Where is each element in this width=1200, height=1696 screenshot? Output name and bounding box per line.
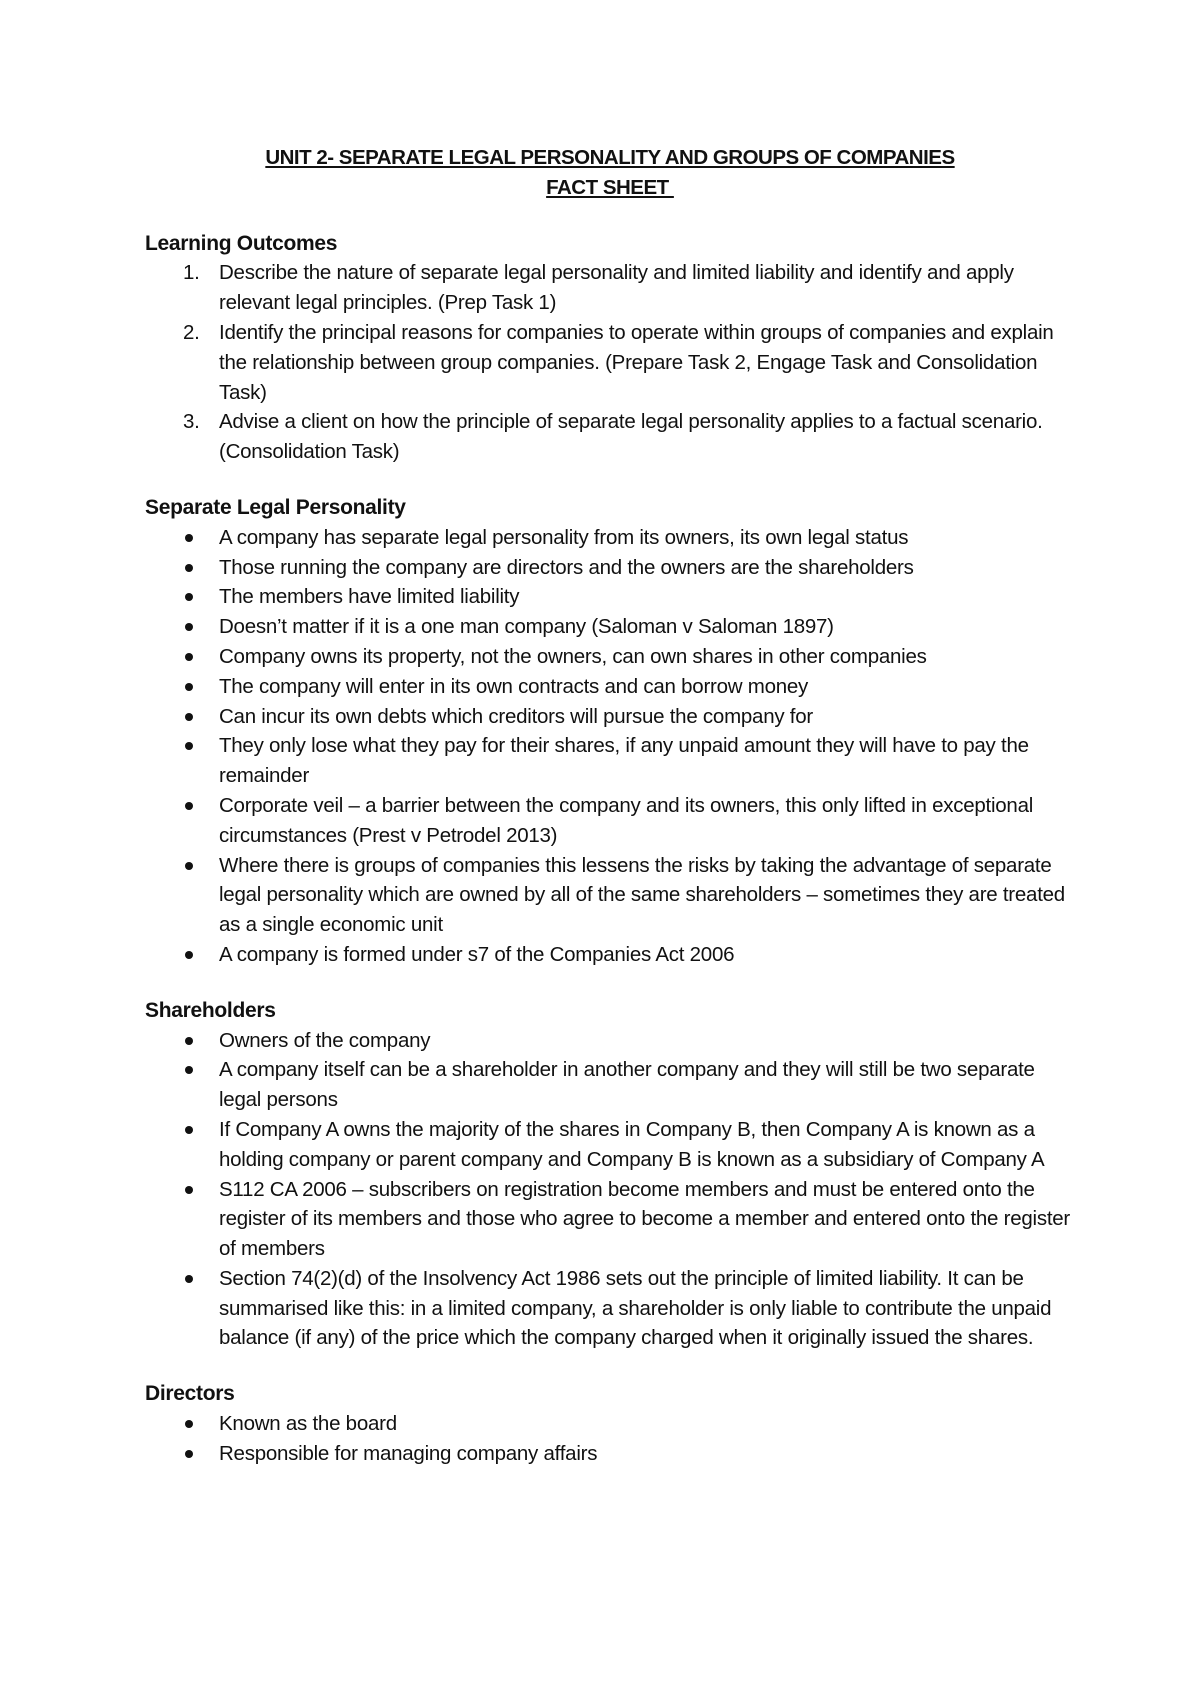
item-number: 2.	[183, 320, 200, 344]
item-text: A company itself can be a shareholder in another company and they will still be two separate legal persons	[219, 1058, 1035, 1112]
section-learning-outcomes	[145, 229, 1075, 467]
bullet-list	[145, 1409, 1075, 1469]
document-title	[145, 143, 1075, 203]
bullet-icon	[185, 683, 193, 691]
bullet-icon	[185, 653, 193, 661]
list-item	[145, 642, 1075, 672]
bullet-icon	[185, 802, 193, 810]
bullet-icon	[185, 564, 193, 572]
title-line-2: FACT SHEET	[546, 175, 674, 199]
section-heading: Shareholders	[145, 998, 276, 1022]
bullet-icon	[185, 713, 193, 721]
item-text: S112 CA 2006 – subscribers on registration become members and must be entered onto the register of its members and those who agree to become a member and entered onto the register of members	[219, 1177, 1071, 1261]
item-text: Identify the principal reasons for companies to operate within groups of companies and explain the relationship between group companies. (Prepare Task 2, Engage Task and Consolidation Task)	[219, 320, 1054, 404]
item-text: The company will enter in its own contracts and can borrow money	[219, 674, 809, 698]
list-item	[145, 1175, 1075, 1264]
item-text: Advise a client on how the principle of separate legal personality applies to a factual scenario. (Consolidation Task)	[219, 410, 1043, 464]
item-number: 1.	[183, 261, 200, 285]
item-text: Section 74(2)(d) of the Insolvency Act 1986 sets out the principle of limited liability. It can be summarised like this: in a limited company, a shareholder is only liable to contribute the unpaid balance (if any) of the price which the company charged when it originally issued the shares.	[219, 1266, 1052, 1350]
list-item	[145, 1264, 1075, 1353]
list-item	[145, 553, 1075, 583]
item-text: Responsible for managing company affairs	[219, 1441, 598, 1465]
section-directors	[145, 1379, 1075, 1468]
bullet-icon	[185, 1037, 193, 1045]
item-text: Doesn’t matter if it is a one man company (Saloman v Saloman 1897)	[219, 615, 834, 639]
item-text: Owners of the company	[219, 1028, 431, 1052]
section-shareholders	[145, 996, 1075, 1354]
item-text: The members have limited liability	[219, 585, 520, 609]
list-item	[145, 940, 1075, 970]
list-item	[145, 1055, 1075, 1115]
list-item	[145, 523, 1075, 553]
list-item	[145, 1115, 1075, 1175]
bullet-icon	[185, 862, 193, 870]
list-item	[145, 851, 1075, 940]
list-item	[145, 731, 1075, 791]
item-text: Describe the nature of separate legal personality and limited liability and identify and apply relevant legal principles. (Prep Task 1)	[219, 261, 1014, 315]
item-text: If Company A owns the majority of the shares in Company B, then Company A is known as a holding company or parent company and Company B is known as a subsidiary of Company A	[219, 1117, 1045, 1171]
bullet-icon	[185, 951, 193, 959]
list-item	[145, 407, 1075, 467]
list-item	[145, 1026, 1075, 1056]
item-text: Corporate veil – a barrier between the company and its owners, this only lifted in exceptional circumstances (Prest v Petrodel 2013)	[219, 793, 1034, 847]
item-text: A company is formed under s7 of the Companies Act 2006	[219, 942, 735, 966]
list-item	[145, 702, 1075, 732]
bullet-icon	[185, 1186, 193, 1194]
section-heading: Directors	[145, 1382, 235, 1406]
list-item	[145, 612, 1075, 642]
item-text: Company owns its property, not the owners, can own shares in other companies	[219, 644, 927, 668]
item-text: Can incur its own debts which creditors will pursue the company for	[219, 704, 813, 728]
document-page	[145, 143, 1075, 1469]
section-separate-legal-personality	[145, 493, 1075, 970]
item-text: Those running the company are directors and the owners are the shareholders	[219, 555, 914, 579]
bullet-list	[145, 523, 1075, 970]
list-item	[145, 791, 1075, 851]
item-number: 3.	[183, 410, 200, 434]
bullet-icon	[185, 1275, 193, 1283]
list-item	[145, 582, 1075, 612]
section-heading: Learning Outcomes	[145, 231, 338, 255]
item-text: Known as the board	[219, 1412, 397, 1436]
bullet-icon	[185, 1420, 193, 1428]
list-item	[145, 318, 1075, 407]
item-text: A company has separate legal personality from its owners, its own legal status	[219, 525, 909, 549]
bullet-icon	[185, 1450, 193, 1458]
list-item	[145, 258, 1075, 318]
bullet-list	[145, 1026, 1075, 1354]
numbered-list	[145, 258, 1075, 467]
list-item	[145, 1409, 1075, 1439]
bullet-icon	[185, 623, 193, 631]
item-text: They only lose what they pay for their shares, if any unpaid amount they will have to pay the remainder	[219, 734, 1029, 788]
bullet-icon	[185, 742, 193, 750]
list-item	[145, 672, 1075, 702]
title-line-1: UNIT 2- SEPARATE LEGAL PERSONALITY AND GROUPS OF COMPANIES	[265, 146, 955, 169]
item-text: Where there is groups of companies this lessens the risks by taking the advantage of separate legal personality which are owned by all of the same shareholders – sometimes they are treated as a single economic unit	[219, 853, 1065, 937]
bullet-icon	[185, 1066, 193, 1074]
bullet-icon	[185, 534, 193, 542]
list-item	[145, 1439, 1075, 1469]
bullet-icon	[185, 593, 193, 601]
section-heading: Separate Legal Personality	[145, 495, 406, 519]
bullet-icon	[185, 1126, 193, 1134]
